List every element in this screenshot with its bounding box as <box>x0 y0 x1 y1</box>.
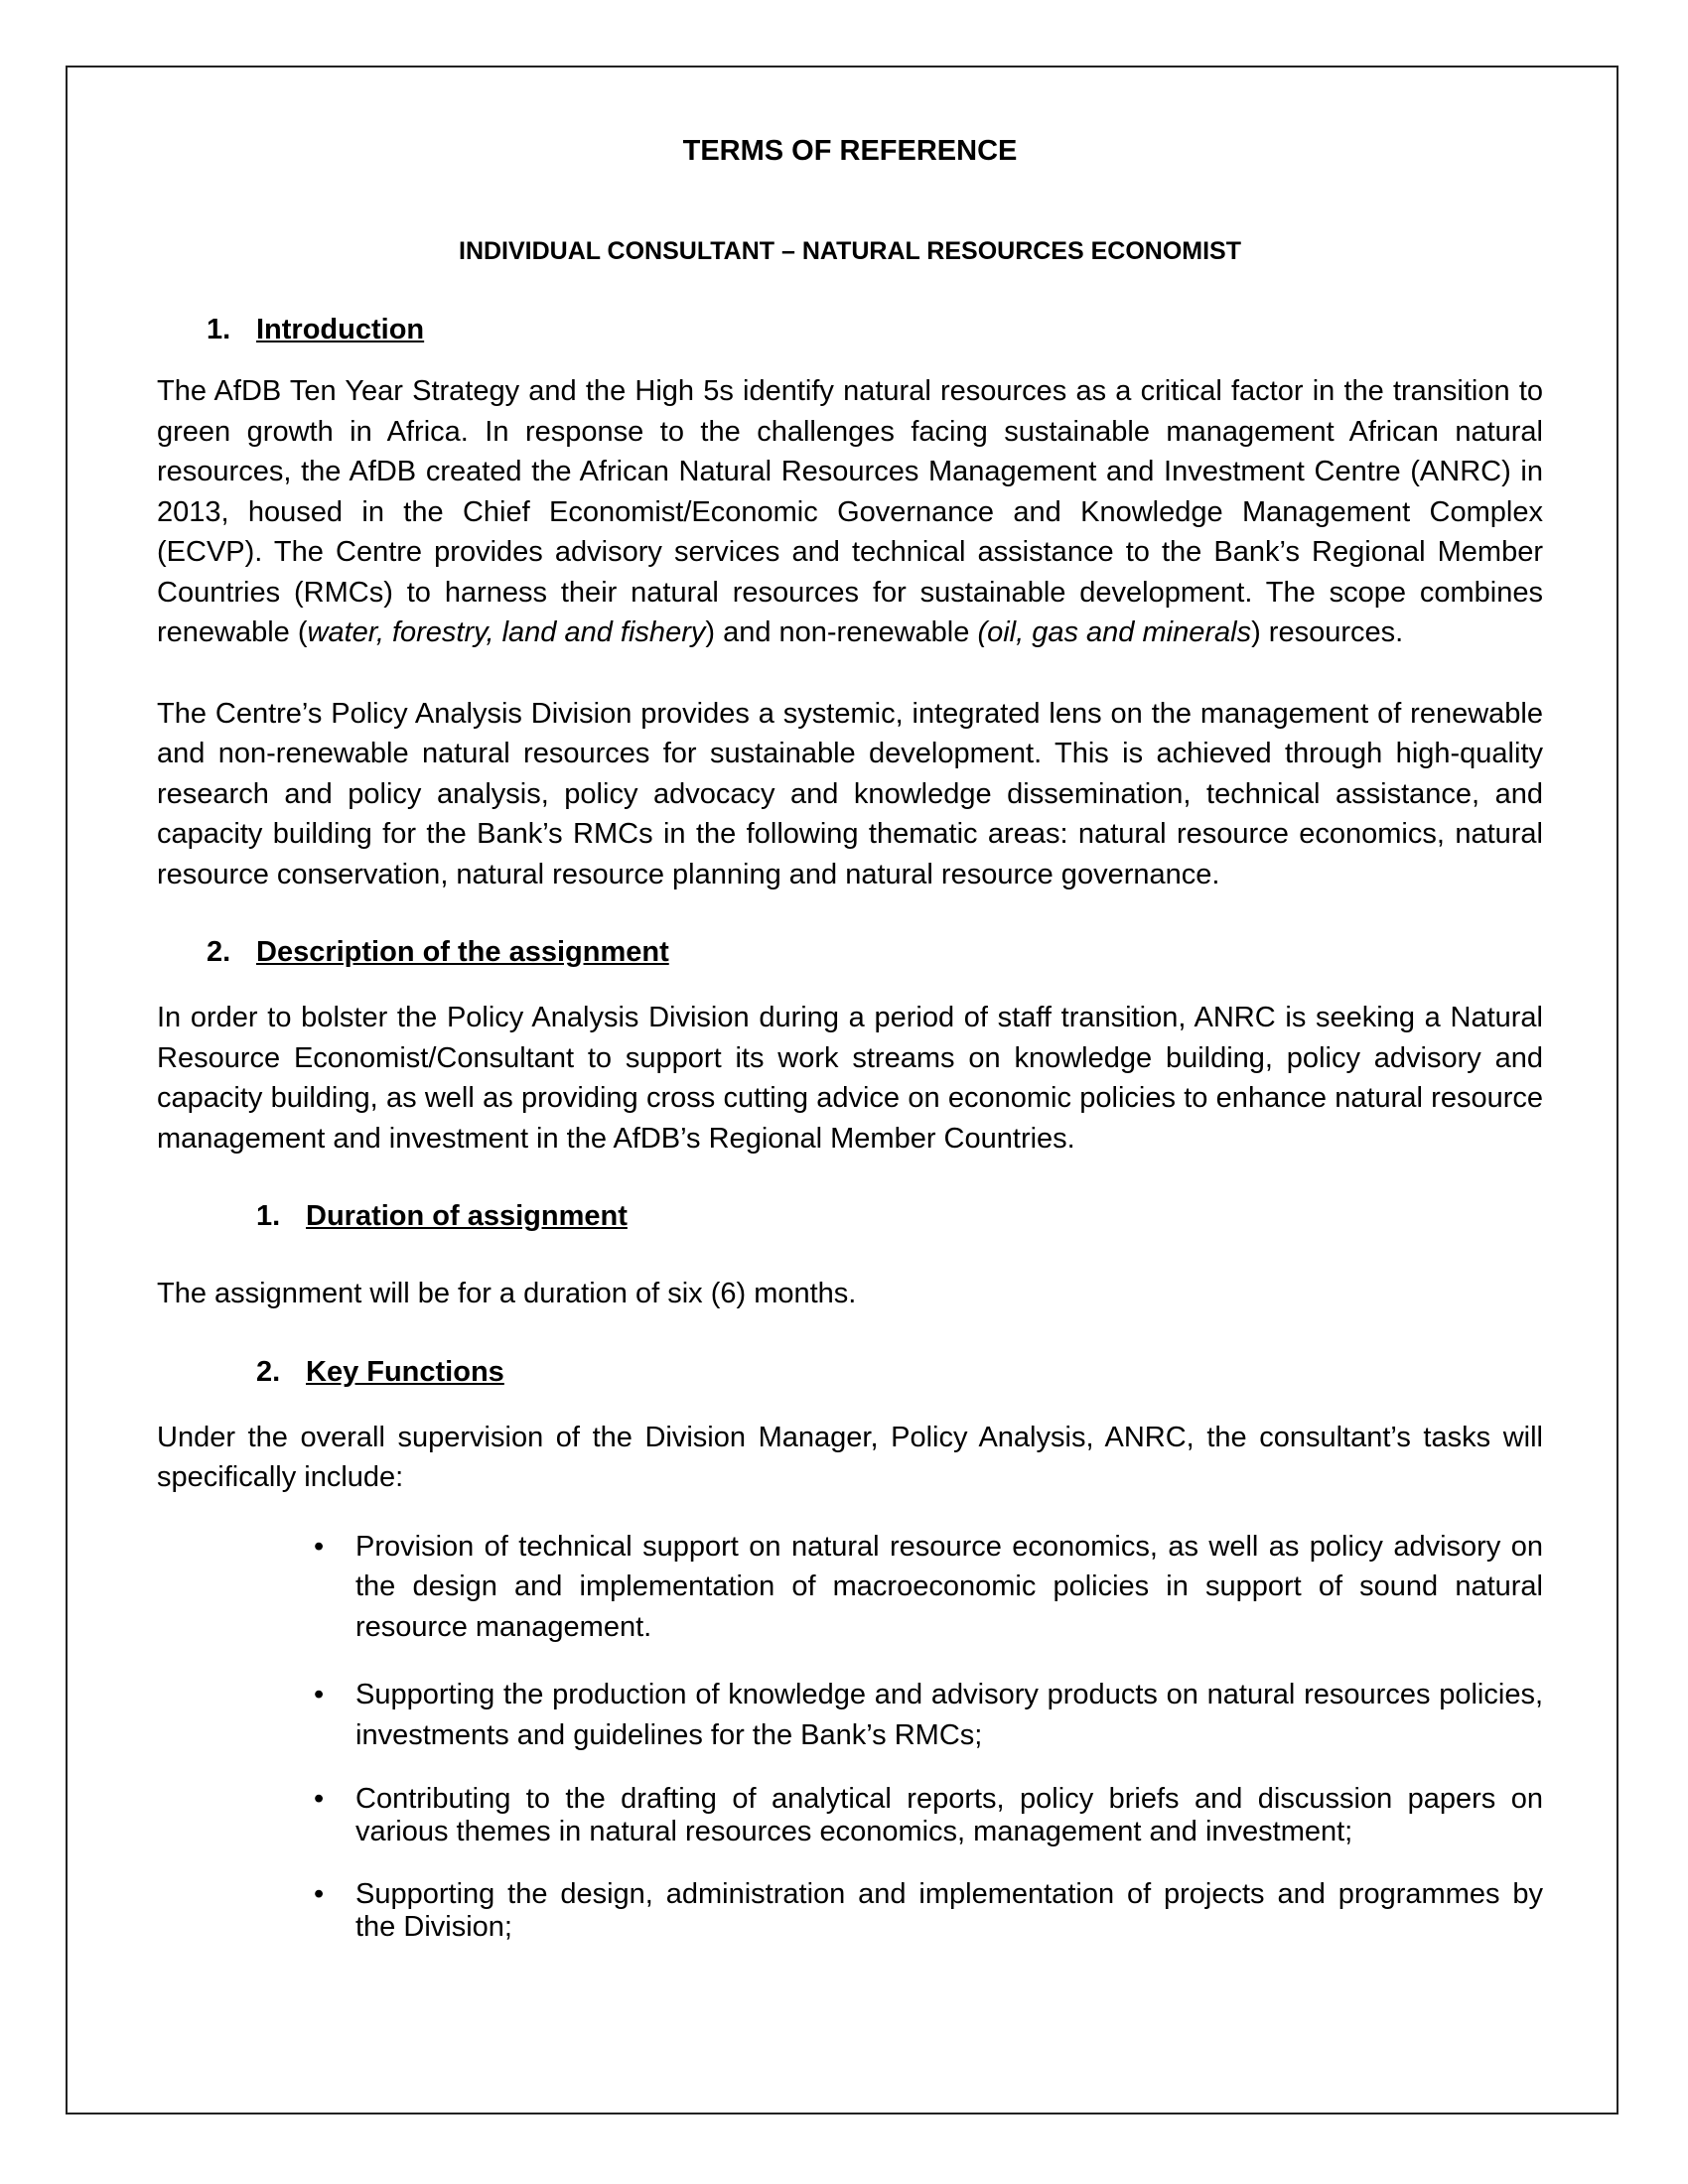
bullet-icon: • <box>314 1530 325 1563</box>
list-item <box>314 1675 1543 1755</box>
list-item <box>314 1527 1543 1648</box>
bullet-icon: • <box>314 1783 325 1815</box>
document-body <box>157 131 1543 1944</box>
section-title: Introduction <box>256 314 425 345</box>
duration-paragraph: The assignment will be for a duration of six (6) months. <box>157 1278 857 1309</box>
intro-renewable-list: water, forestry, land and fishery <box>307 616 706 648</box>
bullet-icon: • <box>314 1679 325 1710</box>
key-functions-intro: Under the overall supervision of the Division Manager, Policy Analysis, ANRC, the consultant’s tasks will specifically include: <box>157 1421 1543 1493</box>
section-number: 1. <box>207 314 231 345</box>
introduction-paragraph-1 <box>157 371 1543 653</box>
list-item-text: Contributing to the drafting of analytical reports, policy briefs and discussion papers on various themes in natural resources economics, management and investment; <box>355 1783 1543 1847</box>
bullet-icon: • <box>314 1878 325 1910</box>
list-item <box>314 1878 1543 1944</box>
key-functions-list <box>157 1527 1543 1945</box>
section-heading-description <box>157 932 1543 972</box>
document-subtitle: INDIVIDUAL CONSULTANT – NATURAL RESOURCES ECONOMIST <box>459 237 1241 265</box>
list-item-text: Supporting the design, administration and implementation of projects and programmes by the Division; <box>355 1878 1543 1943</box>
section-title: Description of the assignment <box>256 936 669 968</box>
section-heading-introduction <box>157 310 1543 349</box>
section-heading-key-functions <box>157 1352 1543 1392</box>
intro-text-part1: The AfDB Ten Year Strategy and the High 5s identify natural resources as a critical factor in the transition to green growth in Africa. In response to the challenges facing sustainable management African natural resources, the AfDB created the African Natural Resources Management and Investment Centre (ANRC) in 2013, housed in the Chief Economist/Economic Governance and Knowledge Management Complex (ECVP). The Centre provides advisory services and technical assistance to the Bank’s Regional Member Countries (RMCs) to harness their natural resources for sustainable development. The scope combines renewable ( <box>157 375 1543 648</box>
document-title: TERMS OF REFERENCE <box>682 135 1018 167</box>
section-number: 2. <box>256 1355 281 1388</box>
intro-text-part3: ) resources. <box>1251 616 1404 648</box>
list-item-text: Supporting the production of knowledge and advisory products on natural resources policies, investments and guidelines for the Bank’s RMCs; <box>355 1679 1543 1751</box>
list-item-text: Provision of technical support on natural resource economics, as well as policy advisory on the design and implementation of macroeconomic policies in support of sound natural resource management. <box>355 1530 1543 1643</box>
introduction-paragraph-2: The Centre’s Policy Analysis Division provides a systemic, integrated lens on the management of renewable and non-renewable natural resources for sustainable development. This is achieved through high-quality research and policy analysis, policy advocacy and knowledge dissemination, technical assistance, and capacity building for the Bank’s RMCs in the following thematic areas: natural resource economics, natural resource conservation, natural resource planning and natural resource governance. <box>157 697 1543 890</box>
list-item <box>314 1783 1543 1848</box>
section-number: 1. <box>256 1200 281 1232</box>
intro-nonrenewable-list: (oil, gas and minerals <box>977 616 1252 648</box>
section-title: Duration of assignment <box>306 1200 628 1232</box>
section-number: 2. <box>207 936 231 968</box>
intro-text-part2: ) and non-renewable <box>705 616 978 648</box>
section-heading-duration <box>157 1196 1543 1236</box>
description-paragraph: In order to bolster the Policy Analysis Division during a period of staff transition, ANRC is seeking a Natural Resource Economist/Consultant to support its work streams on knowledge building, policy advisory and capacity building, as well as providing cross cutting advice on economic policies to enhance natural resource management and investment in the AfDB’s Regional Member Countries. <box>157 1002 1543 1155</box>
section-title: Key Functions <box>306 1355 504 1388</box>
